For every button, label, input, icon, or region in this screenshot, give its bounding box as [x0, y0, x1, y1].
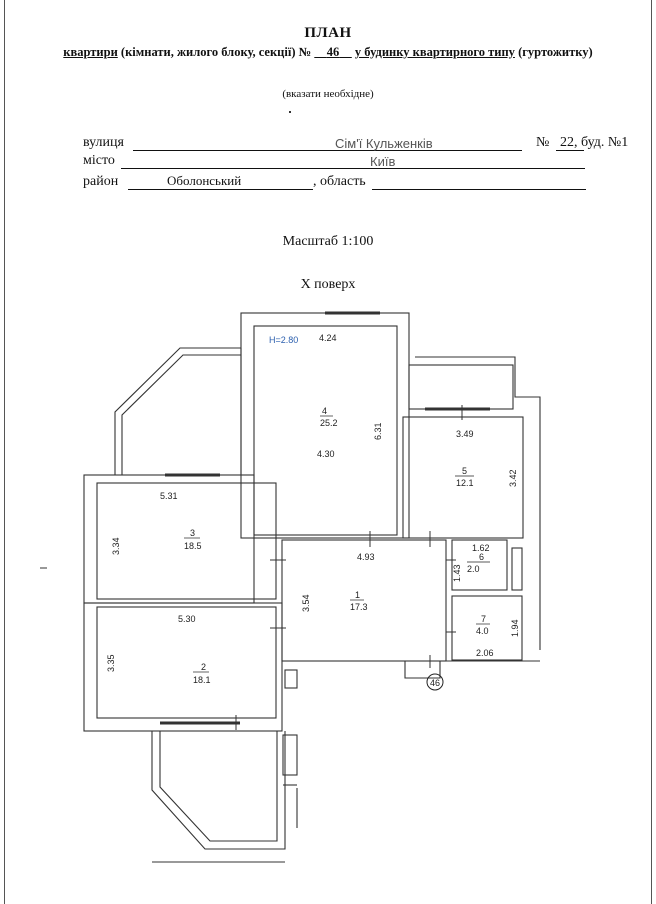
number-label: № [536, 135, 550, 150]
subtitle-mid: (кімнати, жилого блоку, секції) № [120, 45, 312, 59]
room-5-number: 5 [462, 466, 468, 476]
apartment-marker-label: 46 [429, 678, 441, 688]
region-label: , область [313, 174, 366, 189]
street-value: Сім'ї Кульженків [335, 136, 433, 151]
room-6-area: 2.0 [467, 564, 480, 574]
instruction-note: (вказати необхідне) [282, 88, 374, 100]
room-3-area: 18.5 [184, 541, 202, 551]
number-value: 22, буд. №1 [560, 135, 629, 150]
room-7-area: 4.0 [476, 626, 489, 636]
district-value: Оболонський [167, 173, 242, 188]
room-3-number: 3 [190, 528, 196, 538]
room-2-width: 5.30 [178, 614, 196, 624]
room-4-area: 25.2 [320, 418, 338, 428]
room-4-width: 4.24 [319, 333, 337, 343]
loggia-left-inner [122, 355, 241, 475]
room-5-width: 3.49 [456, 429, 474, 439]
room-1-number: 1 [355, 590, 361, 600]
room-7-number: 7 [481, 614, 487, 624]
room-6-width: 1.62 [472, 543, 490, 553]
room-4-extra: 4.30 [317, 449, 335, 459]
subtitle-suffix: (гуртожитку) [518, 45, 593, 59]
room-1-width: 4.93 [357, 552, 375, 562]
subtitle-mid2: у будинку квартирного типу [354, 45, 515, 59]
document-title: ПЛАН [304, 25, 352, 41]
room-7-width: 2.06 [476, 648, 494, 658]
door-marks [40, 405, 462, 730]
room-3-width: 5.31 [160, 491, 178, 501]
city-label: місто [83, 153, 115, 168]
loggia-left-outer [115, 348, 241, 475]
street-label: вулиця [83, 135, 124, 150]
room-5-length: 3.42 [508, 469, 518, 487]
loggia-bottom-outer [152, 731, 285, 849]
room-2-length: 3.35 [106, 654, 116, 672]
subtitle-prefix: квартири [63, 45, 118, 59]
room-1-length: 3.54 [301, 594, 311, 612]
plan-walls [84, 313, 540, 862]
room-5-area: 12.1 [456, 478, 474, 488]
apartment-number: 46 [326, 45, 340, 59]
city-value: Київ [370, 154, 396, 169]
ceiling-height: H=2.80 [269, 335, 299, 345]
room-7-length: 1.94 [510, 619, 520, 637]
floor-label: X поверх [300, 277, 356, 292]
room-6-length: 1.43 [452, 564, 462, 582]
room-6-number: 6 [479, 552, 485, 562]
room-2-number: 2 [201, 662, 207, 672]
balcony-right [409, 365, 513, 409]
room-4-length: 6.31 [373, 422, 383, 440]
room-2-area: 18.1 [193, 675, 211, 685]
room-3-length: 3.34 [111, 537, 121, 555]
district-label: район [83, 174, 119, 189]
room-1-area: 17.3 [350, 602, 368, 612]
loggia-bottom-inner [160, 731, 277, 841]
scale-label: Масштаб 1:100 [282, 234, 374, 249]
room-4-number: 4 [322, 406, 328, 416]
